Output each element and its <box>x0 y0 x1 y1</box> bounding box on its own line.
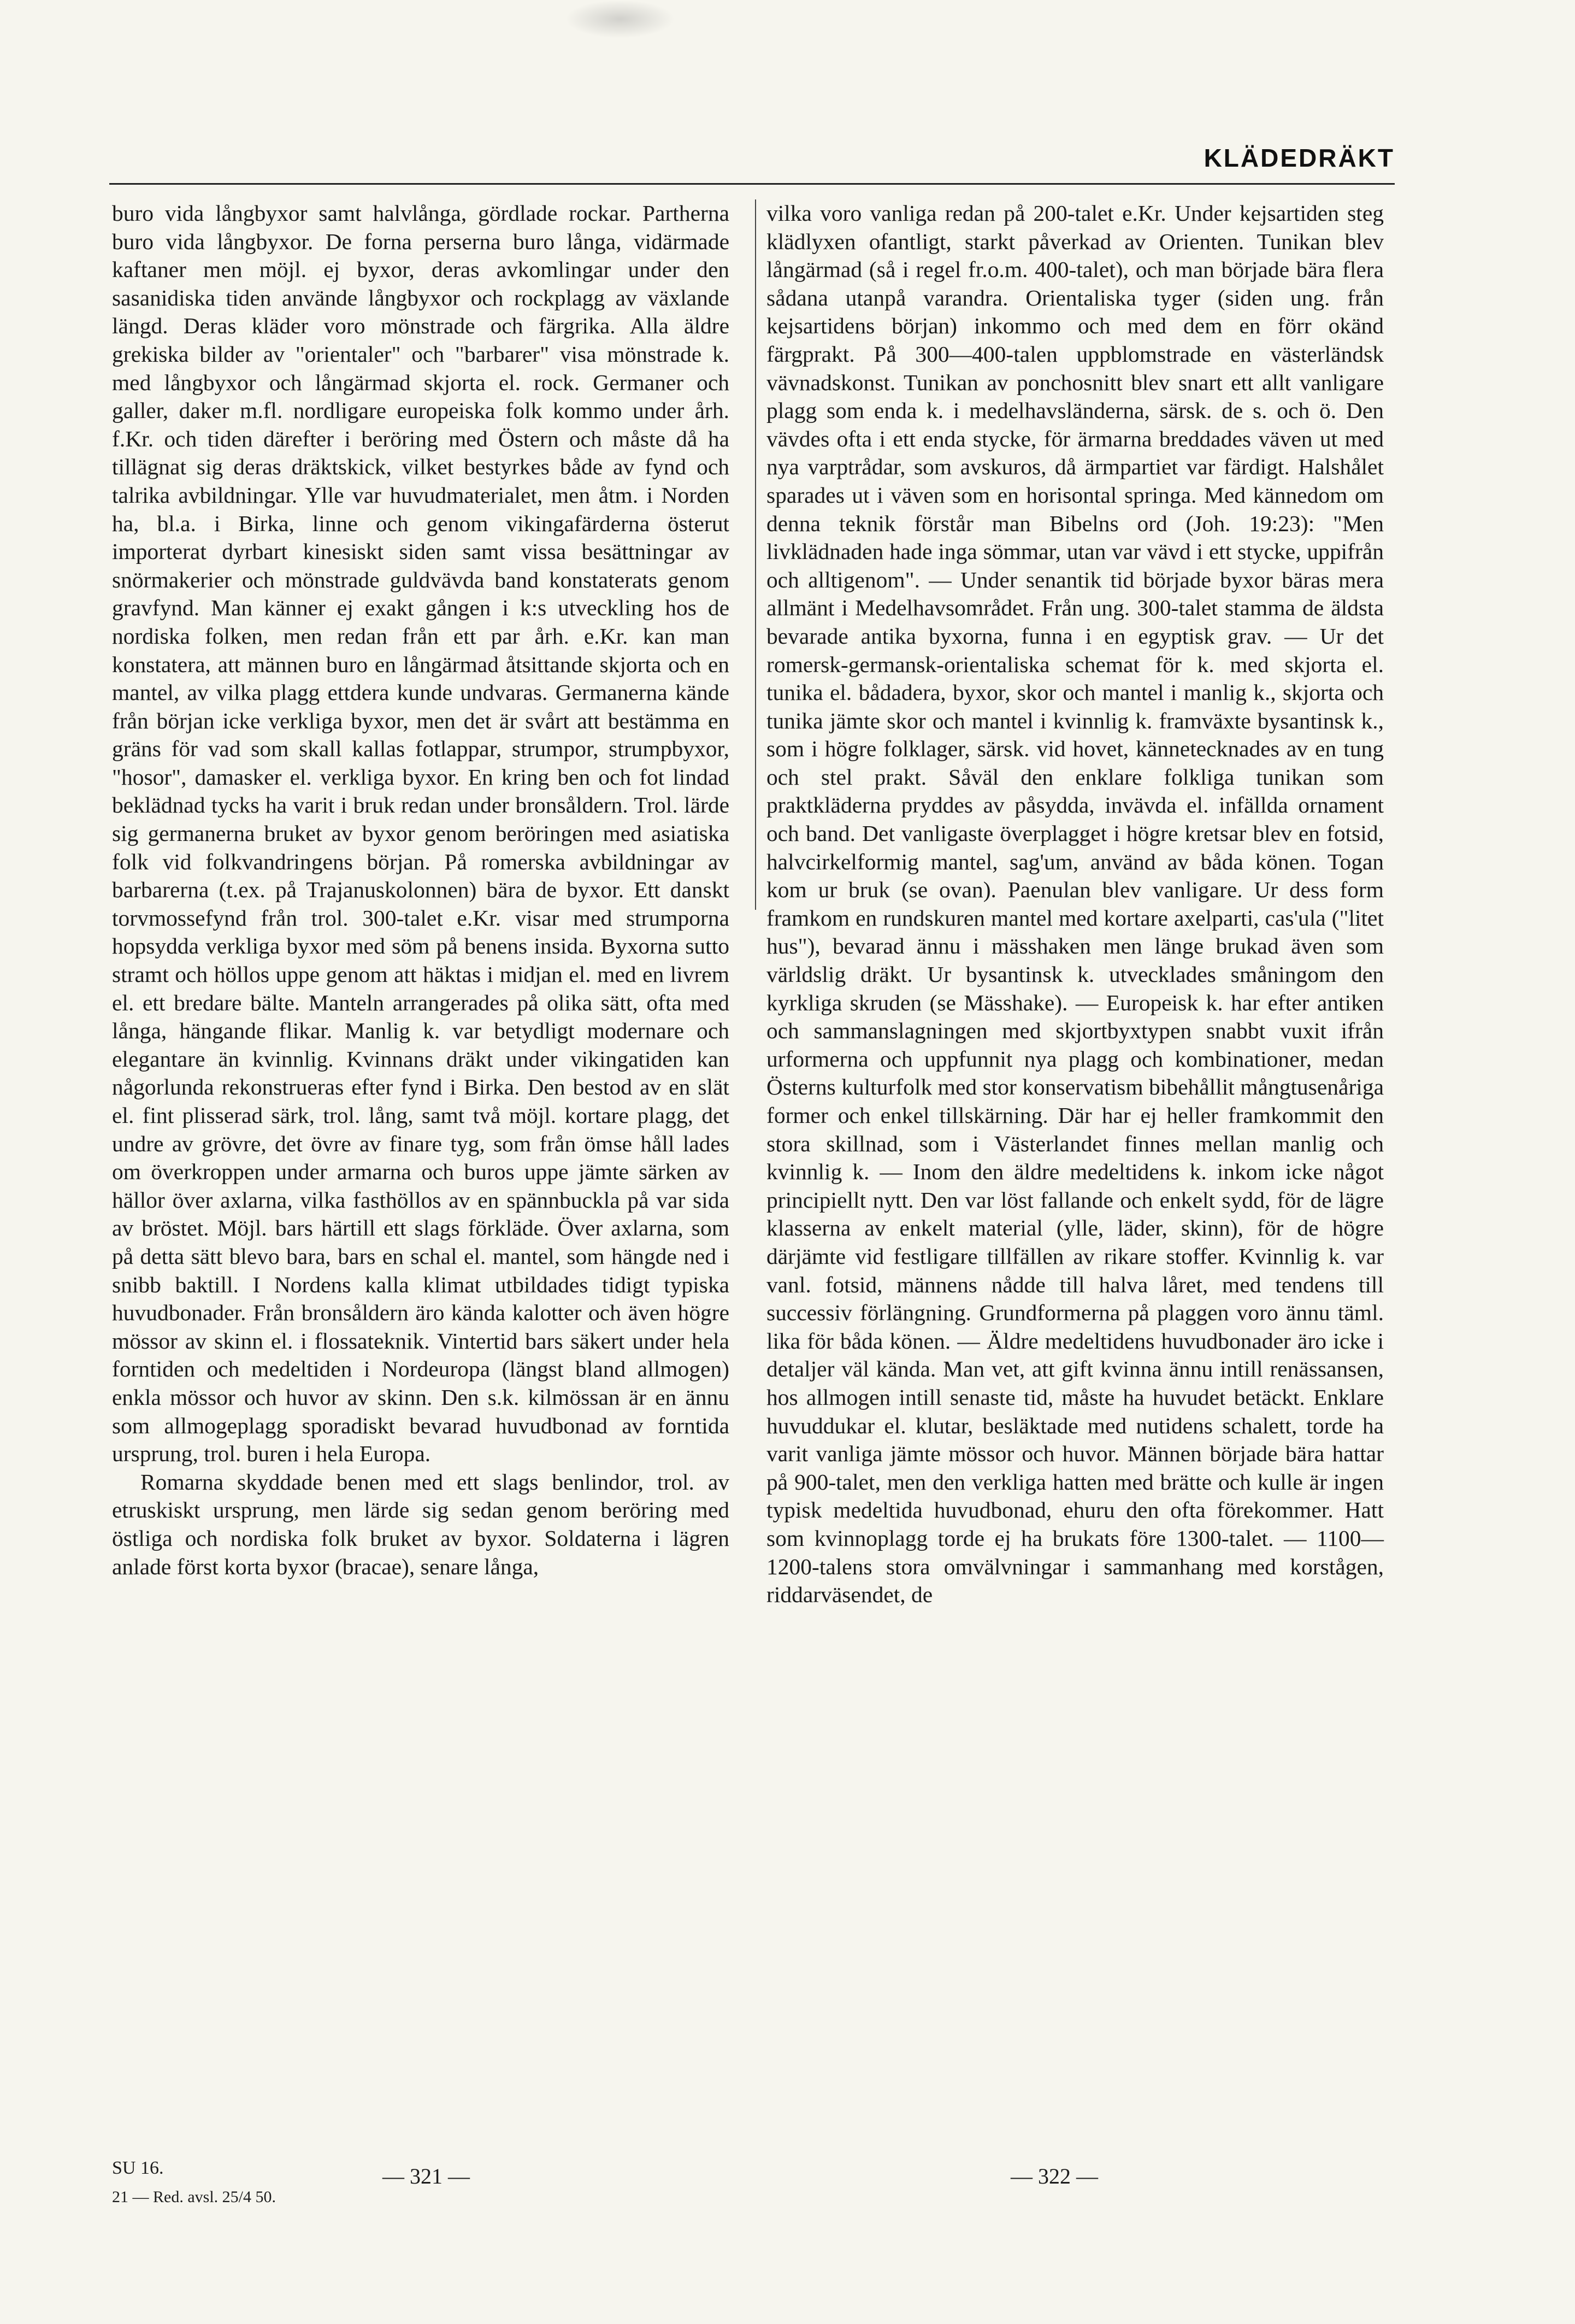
left-paragraph-2: Romarna skyddade benen med ett slags benlindor, trol. av etruskiskt ursprung, men lärde sig sedan genom beröring med östliga och nordiska folk bruket av byxor. Soldaterna i lägren anlade först korta byxor (bracae), senare långa, <box>112 1469 729 1579</box>
page-number-right: — 322 — <box>1011 2164 1098 2188</box>
edition-note: 21 — Red. avsl. 25/4 50. <box>112 2188 276 2206</box>
right-column <box>766 199 1384 1609</box>
left-column <box>112 199 729 1581</box>
running-header: KLÄDEDRÄKT <box>1204 144 1395 172</box>
column-divider <box>755 199 756 910</box>
left-paragraph-1: buro vida långbyxor samt halvlånga, gördlade rockar. Partherna buro vida långbyxor. De forna perserna buro långa, vidärmade kaftaner men möjl. ej byxor, deras avkomlingar under den sasanidiska tiden använde långbyxor och rockplagg av växlande längd. Deras kläder voro mönstrade och färgrika. Alla äldre grekiska bilder av "orientaler" och "barbarer" visa mönstrade k. med långbyxor och långärmad skjorta el. rock. Germaner och galler, daker m.fl. nordligare europeiska folk kommo under årh. f.Kr. och tiden därefter i beröring med Östern och måste då ha tillägnat sig deras dräktskick, vilket bestyrkes både av fynd och talrika avbildningar. Ylle var huvudmaterialet, men åtm. i Norden ha, bl.a. i Birka, linne och genom vikingafärderna österut importerat dyrbart kinesiskt siden samt vissa besättningar av snörmakerier och mönstrade guldvävda band konstaterats genom gravfynd. Man känner ej exakt gången i k:s utveckling hos de nordiska folken, men redan från ett par årh. e.Kr. kan man konstatera, att männen buro en långärmad åtsittande skjorta och en mantel, av vilka plagg ettdera kunde undvaras. Germanerna kände från början icke verkliga byxor, men det är svårt att bestämma en gräns för vad som skall kallas fotlappar, strumpor, strumpbyxor, "hosor", damasker el. verkliga byxor. En kring ben och fot lindad beklädnad tycks ha varit i bruk redan under bronsåldern. Trol. lärde sig germanerna bruket av byxor genom beröringen med asiatiska folk vid folkvandringens början. På romerska avbildningar av barbarerna (t.ex. på Trajanuskolonnen) bära de byxor. Ett danskt torvmossefynd från trol. 300-talet e.Kr. visar med strumporna hopsydda verkliga byxor med söm på benens insida. Byxorna sutto stramt och höllos uppe genom att häktas i midjan el. med en livrem el. ett bredare bälte. Manteln arrangerades på olika sätt, ofta med långa, hängande flikar. Manlig k. var betydligt modernare och elegantare än kvinnlig. Kvinnans dräkt under vikingatiden kan någorlunda rekonstrueras efter fynd i Birka. Den bestod av en slät el. fint plisserad särk, trol. lång, samt två möjl. kortare plagg, det undre av grövre, det övre av finare tyg, som från ömse håll lades om överkroppen under armarna och buros uppe jämte särken av hällor över axlarna, vilka fasthöllos av en spännbuckla på var sida av bröstet. Möjl. bars härtill ett slags förkläde. Över axlarna, som på detta sätt blevo bara, bars en schal el. mantel, som hängde ned i snibb baktill. I Nordens kalla klimat utbildades tidigt typiska huvudbonader. Från bronsåldern äro kända kalotter och även högre mössor av skinn el. i flossateknik. Vintertid bars säkert under hela forntiden och medeltiden i Nordeuropa (längst bland allmogen) enkla mössor och huvor av skinn. Den s.k. kilmössan är en ännu som allmogeplagg sporadiskt bevarad huvudbonad av forntida ursprung, trol. buren i hela Europa. <box>112 201 729 1467</box>
signature-mark: SU 16. <box>112 2158 164 2178</box>
header-rule <box>109 183 1395 185</box>
page-number-left: — 321 — <box>382 2164 470 2188</box>
right-paragraph-1: vilka voro vanliga redan på 200-talet e.Kr. Under kejsartiden steg klädlyxen ofantligt, starkt påverkad av Orienten. Tunikan blev långärmad (så i regel fr.o.m. 400-talet), och man började bära flera sådana utanpå varandra. Orientaliska tyger (siden ung. från kejsartidens början) inkommo och med dem en förr okänd färgprakt. På 300—400-talen uppblomstrade en västerländsk vävnadskonst. Tunikan av ponchosnitt blev snart ett allt vanligare plagg som enda k. i medelhavsländerna, särsk. de s. och ö. Den vävdes ofta i ett enda stycke, för ärmarna breddades väven ut med nya varptrådar, som avskuros, då ärmpartiet var färdigt. Halshålet sparades ut i väven som en horisontal springa. Med kännedom om denna teknik förstår man Bibelns ord (Joh. 19:23): "Men livklädnaden hade inga sömmar, utan var vävd i ett stycke, uppifrån och alltigenom". — Under senantik tid började byxor bäras mera allmänt i Medelhavsområdet. Från ung. 300-talet stamma de äldsta bevarade antika byxorna, funna i en egyptisk grav. — Ur det romersk-germansk-orientaliska schemat för k. med skjorta el. tunika el. bådadera, byxor, skor och mantel i manlig k., skjorta och tunika jämte skor och mantel i kvinnlig k. framväxte bysantinsk k., som i högre folklager, särsk. vid hovet, kännetecknades av en tung och stel prakt. Såväl den enklare folkliga tunikan som praktkläderna pryddes av påsydda, invävda el. infällda ornament och band. Det vanligaste överplagget i högre kretsar blev en fotsid, halvcirkelformig mantel, sag'um, använd av båda könen. Togan kom ur bruk (se ovan). Paenulan blev vanligare. Ur dess form framkom en rundskuren mantel med kortare axelparti, cas'ula ("litet hus"), bevarad ännu i mässhaken men länge brukad även som världslig dräkt. Ur bysantinsk k. utvecklades småningom den kyrkliga skruden (se Mässhake). — Europeisk k. har efter antiken och sammanslagningen med skjortbyxtypen snabbt vuxit ifrån urformerna och uppfunnit nya plagg och kombinationer, medan Österns kulturfolk med stor konservatism bibehållit mångtusenåriga former och enkel tillskärning. Där har ej heller framkommit den stora skillnad, som i Västerlandet finnes mellan manlig och kvinnlig k. — Inom den äldre medeltidens k. inkom icke något principiellt nytt. Den var löst fallande och enkelt sydd, för de lägre klasserna av enkelt material (ylle, läder, skinn), för de högre därjämte vid festligare tillfällen av rikare stoffer. Kvinnlig k. var vanl. fotsid, männens nådde till halva låret, med tendens till successiv förlängning. Grundformerna på plaggen voro ännu täml. lika för båda könen. — Äldre medeltidens huvudbonader äro icke i detaljer väl kända. Man vet, att gift kvinna ännu intill renässansen, hos allmogen intill senaste tid, måste ha huvudet betäckt. Enklare huvuddukar el. klutar, besläktade med nutidens schalett, torde ha varit vanliga jämte mössor och huvor. Männen började bära hattar på 900-talet, men den verkliga hatten med brätte och kulle är ingen typisk medeltida huvudbonad, ehuru den ofta förekommer. Hatt som kvinnoplagg torde ej ha brukats före 1300-talet. — 1100—1200-talens stora omvälvningar i sammanhang med korstågen, riddarväsendet, de <box>766 201 1384 1608</box>
ink-stamp-mark <box>565 0 675 38</box>
